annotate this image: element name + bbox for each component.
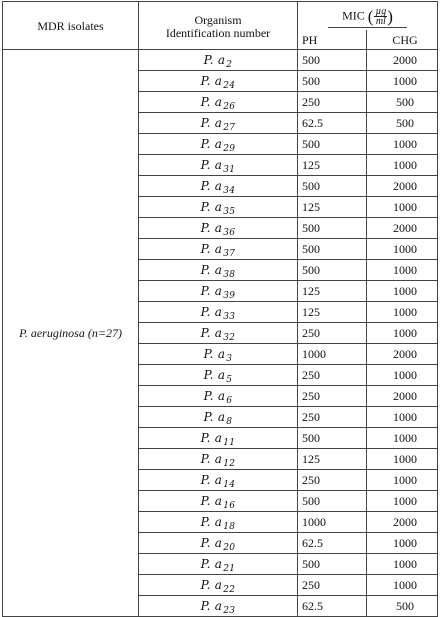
organism-id: [139, 365, 298, 386]
mic-chg-value: 500: [367, 596, 438, 617]
mic-ph-value: 62.5: [298, 533, 367, 554]
organism-number: 22: [223, 584, 236, 595]
mic-ph-value: 500: [298, 176, 367, 197]
organism-prefix: P. a: [200, 493, 223, 508]
organism-id: [139, 491, 298, 512]
mic-ph-value: 62.5: [298, 113, 367, 134]
mic-chg-value: 1000: [367, 71, 438, 92]
organism-prefix: P. a: [200, 472, 223, 487]
organism-id: [139, 239, 298, 260]
mic-ph-value: 1000: [298, 344, 367, 365]
mic-chg-value: 2000: [367, 218, 438, 239]
organism-number: 38: [223, 269, 236, 280]
mic-ph-value: 250: [298, 386, 367, 407]
mic-chg-value: 1000: [367, 365, 438, 386]
mic-ph-value: 500: [298, 218, 367, 239]
organism-number: 26: [223, 101, 236, 112]
mic-chg-value: 2000: [367, 50, 438, 71]
organism-number: 23: [223, 605, 236, 616]
organism-number: 39: [223, 290, 236, 301]
mic-ph-value: 500: [298, 491, 367, 512]
header-ph: PH: [298, 30, 367, 50]
mic-ph-value: 1000: [298, 512, 367, 533]
organism-id: [139, 449, 298, 470]
organism-number: 14: [223, 479, 236, 490]
mic-chg-value: 2000: [367, 176, 438, 197]
organism-prefix: P. a: [200, 283, 223, 298]
organism-id: [139, 281, 298, 302]
mic-ph-value: 250: [298, 323, 367, 344]
header-row: [3, 2, 438, 31]
mic-ph-value: 500: [298, 239, 367, 260]
mic-label: MIC: [342, 8, 365, 23]
organism-id: [139, 407, 298, 428]
organism-prefix: P. a: [200, 136, 223, 151]
mic-ph-value: 125: [298, 281, 367, 302]
organism-number: 6: [226, 395, 233, 406]
organism-prefix: P. a: [203, 409, 226, 424]
mic-ph-value: 250: [298, 365, 367, 386]
organism-id: [139, 533, 298, 554]
organism-id: [139, 113, 298, 134]
mic-chg-value: 1000: [367, 302, 438, 323]
organism-id: [139, 323, 298, 344]
mic-paren-close: ): [387, 7, 393, 26]
organism-number: 32: [223, 332, 236, 343]
mic-table-body: [3, 2, 438, 617]
mic-ph-value: 500: [298, 134, 367, 155]
mic-chg-value: 1000: [367, 323, 438, 344]
organism-id: [139, 134, 298, 155]
mic-chg-value: 500: [367, 92, 438, 113]
mic-chg-value: 1000: [367, 575, 438, 596]
header-mdr-isolates: MDR isolates: [3, 2, 139, 50]
table-row: [3, 50, 438, 71]
organism-id: [139, 596, 298, 617]
organism-prefix: P. a: [200, 115, 223, 130]
organism-number: 34: [223, 185, 236, 196]
organism-id: [139, 71, 298, 92]
mic-label-wrap: [328, 7, 407, 28]
mic-chg-value: 1000: [367, 554, 438, 575]
mic-chg-value: 500: [367, 113, 438, 134]
organism-number: 3: [226, 353, 233, 364]
organism-id: [139, 512, 298, 533]
mic-chg-value: 1000: [367, 134, 438, 155]
organism-id: [139, 176, 298, 197]
mic-ph-value: 500: [298, 71, 367, 92]
mic-paren-open: (: [367, 7, 374, 26]
mic-ph-value: 500: [298, 50, 367, 71]
organism-id: [139, 344, 298, 365]
organism-prefix: P. a: [200, 157, 223, 172]
header-organism-line2: Identification number: [165, 25, 271, 40]
organism-number: 12: [223, 458, 236, 469]
organism-prefix: P. a: [203, 346, 226, 361]
organism-prefix: P. a: [200, 178, 223, 193]
header-organism-id: [139, 2, 298, 50]
organism-number: 37: [223, 248, 236, 259]
organism-prefix: P. a: [203, 52, 226, 67]
mic-unit-numerator: µg: [375, 6, 387, 17]
organism-number: 16: [223, 500, 236, 511]
mic-chg-value: 1000: [367, 407, 438, 428]
organism-prefix: P. a: [200, 451, 223, 466]
mic-chg-value: 1000: [367, 197, 438, 218]
header-organism-line1: Organism: [194, 12, 242, 27]
organism-id: [139, 302, 298, 323]
mic-ph-value: 500: [298, 428, 367, 449]
mic-chg-value: 1000: [367, 428, 438, 449]
organism-number: 24: [223, 80, 236, 91]
organism-number: 5: [226, 374, 233, 385]
organism-prefix: P. a: [200, 199, 223, 214]
organism-number: 29: [223, 143, 236, 154]
mic-ph-value: 62.5: [298, 596, 367, 617]
mic-ph-value: 125: [298, 449, 367, 470]
organism-prefix: P. a: [200, 598, 223, 613]
mic-chg-value: 2000: [367, 386, 438, 407]
organism-id: [139, 197, 298, 218]
organism-number: 11: [223, 437, 236, 448]
organism-id: [139, 575, 298, 596]
mic-chg-value: 1000: [367, 155, 438, 176]
organism-id: [139, 554, 298, 575]
header-chg: CHG: [367, 30, 438, 50]
mic-chg-value: 1000: [367, 533, 438, 554]
organism-prefix: P. a: [203, 367, 226, 382]
organism-prefix: P. a: [200, 220, 223, 235]
mic-ph-value: 250: [298, 470, 367, 491]
organism-id: [139, 92, 298, 113]
organism-number: 27: [223, 122, 236, 133]
header-mic: [298, 2, 438, 31]
organism-prefix: P. a: [200, 94, 223, 109]
organism-number: 18: [223, 521, 236, 532]
organism-prefix: P. a: [200, 514, 223, 529]
organism-prefix: P. a: [200, 304, 223, 319]
mic-chg-value: 1000: [367, 470, 438, 491]
organism-number: 20: [223, 542, 236, 553]
organism-id: [139, 155, 298, 176]
mic-chg-value: 1000: [367, 281, 438, 302]
organism-prefix: P. a: [203, 388, 226, 403]
mic-chg-value: 2000: [367, 512, 438, 533]
organism-id: [139, 218, 298, 239]
organism-prefix: P. a: [200, 73, 223, 88]
mic-ph-value: 125: [298, 155, 367, 176]
mic-ph-value: 250: [298, 407, 367, 428]
organism-prefix: P. a: [200, 262, 223, 277]
mic-ph-value: 250: [298, 92, 367, 113]
organism-prefix: P. a: [200, 577, 223, 592]
organism-number: 35: [223, 206, 236, 217]
organism-id: [139, 386, 298, 407]
organism-prefix: P. a: [200, 325, 223, 340]
organism-number: 33: [223, 311, 236, 322]
mic-unit-denominator: ml: [375, 16, 386, 27]
organism-id: [139, 50, 298, 71]
organism-number: 21: [223, 563, 236, 574]
mic-ph-value: 500: [298, 554, 367, 575]
group-label: P. aeruginosa (n=27): [3, 50, 139, 617]
mic-chg-value: 1000: [367, 239, 438, 260]
organism-number: 36: [223, 227, 236, 238]
mic-chg-value: 2000: [367, 344, 438, 365]
mic-unit-fraction: [374, 7, 387, 26]
mic-ph-value: 125: [298, 302, 367, 323]
mic-table: [2, 1, 438, 617]
mic-ph-value: 500: [298, 260, 367, 281]
organism-number: 8: [226, 416, 233, 427]
organism-prefix: P. a: [200, 241, 223, 256]
mic-chg-value: 1000: [367, 260, 438, 281]
organism-id: [139, 470, 298, 491]
mic-chg-value: 1000: [367, 449, 438, 470]
mic-ph-value: 250: [298, 575, 367, 596]
organism-prefix: P. a: [200, 430, 223, 445]
organism-id: [139, 260, 298, 281]
organism-prefix: P. a: [200, 535, 223, 550]
organism-prefix: P. a: [200, 556, 223, 571]
organism-id: [139, 428, 298, 449]
organism-number: 2: [226, 59, 233, 70]
mic-chg-value: 1000: [367, 491, 438, 512]
organism-number: 31: [223, 164, 236, 175]
mic-ph-value: 125: [298, 197, 367, 218]
